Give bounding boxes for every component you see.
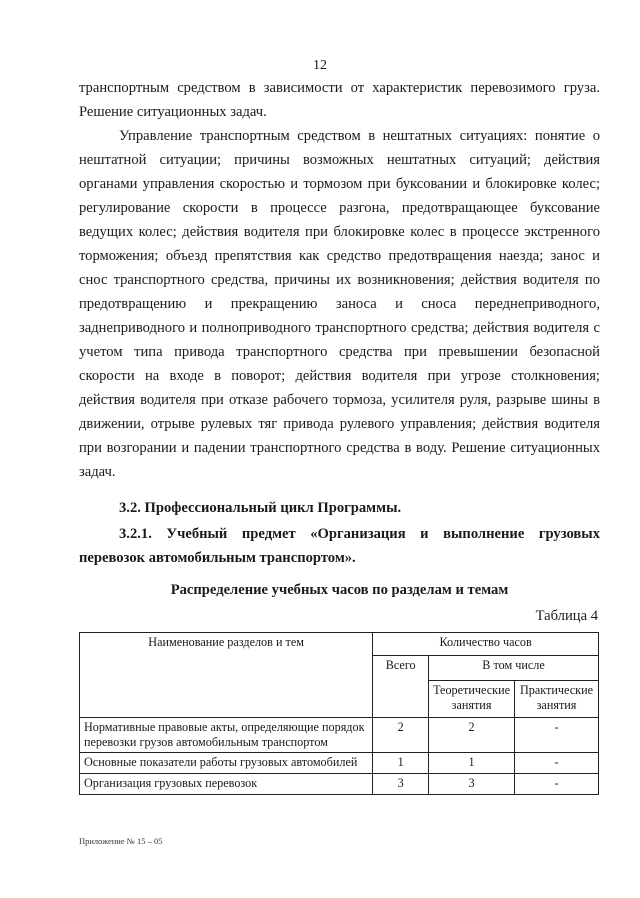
row-topic: Основные показатели работы грузовых автомобилей — [80, 753, 373, 774]
header-practice: Практические занятия — [515, 681, 599, 718]
page-footer: Приложение № 15 – 05 — [79, 836, 163, 846]
paragraph-2: Управление транспортным средством в нештатных ситуациях: понятие о нештатной ситуации; причины возможных нештатных ситуаций; действия органами управления скоростью и тормозом при буксовании и блокировке колес; регулирование скорости в процессе разгона, предотвращающее буксование ведущих колес; действия водителя при блокировке колес в процессе экстренного торможения; объезд препятствия как средство предотвращения наезда; занос и снос транспортного средства, причины их возникновения; действия водителя по предотвращению и прекращению заноса и сноса переднеприводного, заднеприводного и полноприводного транспортного средства; действия водителя с учетом типа привода транспортного средства при превышении безопасной скорости на входе в поворот; действия водителя при угрозе столкновения; действия водителя при отказе рабочего тормоза, усилителя руля, разрыве шины в движении, отрыве рулевых тяг привода рулевого управления; действия водителя при возгорании и падении транспортного средства в воду. Решение ситуационных задач. — [79, 128, 600, 480]
row-theory: 2 — [429, 718, 515, 753]
row-topic: Организация грузовых перевозок — [80, 774, 373, 795]
paragraph-1: транспортным средством в зависимости от характеристик перевозимого груза. Решение ситуационных задач. — [79, 80, 600, 120]
row-topic: Нормативные правовые акты, определяющие порядок перевозки грузов автомобильным транспортом — [80, 718, 373, 753]
header-theory: Теоретические занятия — [429, 681, 515, 718]
header-including: В том числе — [429, 656, 599, 681]
row-practice: - — [515, 718, 599, 753]
table-header-row — [80, 633, 599, 656]
header-hours: Количество часов — [373, 633, 599, 656]
row-total: 1 — [373, 753, 429, 774]
row-practice: - — [515, 774, 599, 795]
row-total: 3 — [373, 774, 429, 795]
table-label: Таблица 4 — [535, 608, 598, 624]
row-theory: 1 — [429, 753, 515, 774]
row-practice: - — [515, 753, 599, 774]
page-number: 12 — [313, 58, 327, 73]
table-caption: Распределение учебных часов по разделам и темам — [170, 582, 509, 598]
section-heading: 3.2. Профессиональный цикл Программы. — [119, 500, 402, 516]
row-total: 2 — [373, 718, 429, 753]
hours-table — [79, 632, 599, 795]
row-theory: 3 — [429, 774, 515, 795]
header-topic: Наименование разделов и тем — [80, 633, 373, 718]
subsection-heading: 3.2.1. Учебный предмет «Организация и выполнение грузовых перевозок автомобильным транспортом». — [79, 526, 600, 566]
table-row — [80, 774, 599, 795]
header-total: Всего — [373, 656, 429, 718]
table-row — [80, 718, 599, 753]
table-row — [80, 753, 599, 774]
